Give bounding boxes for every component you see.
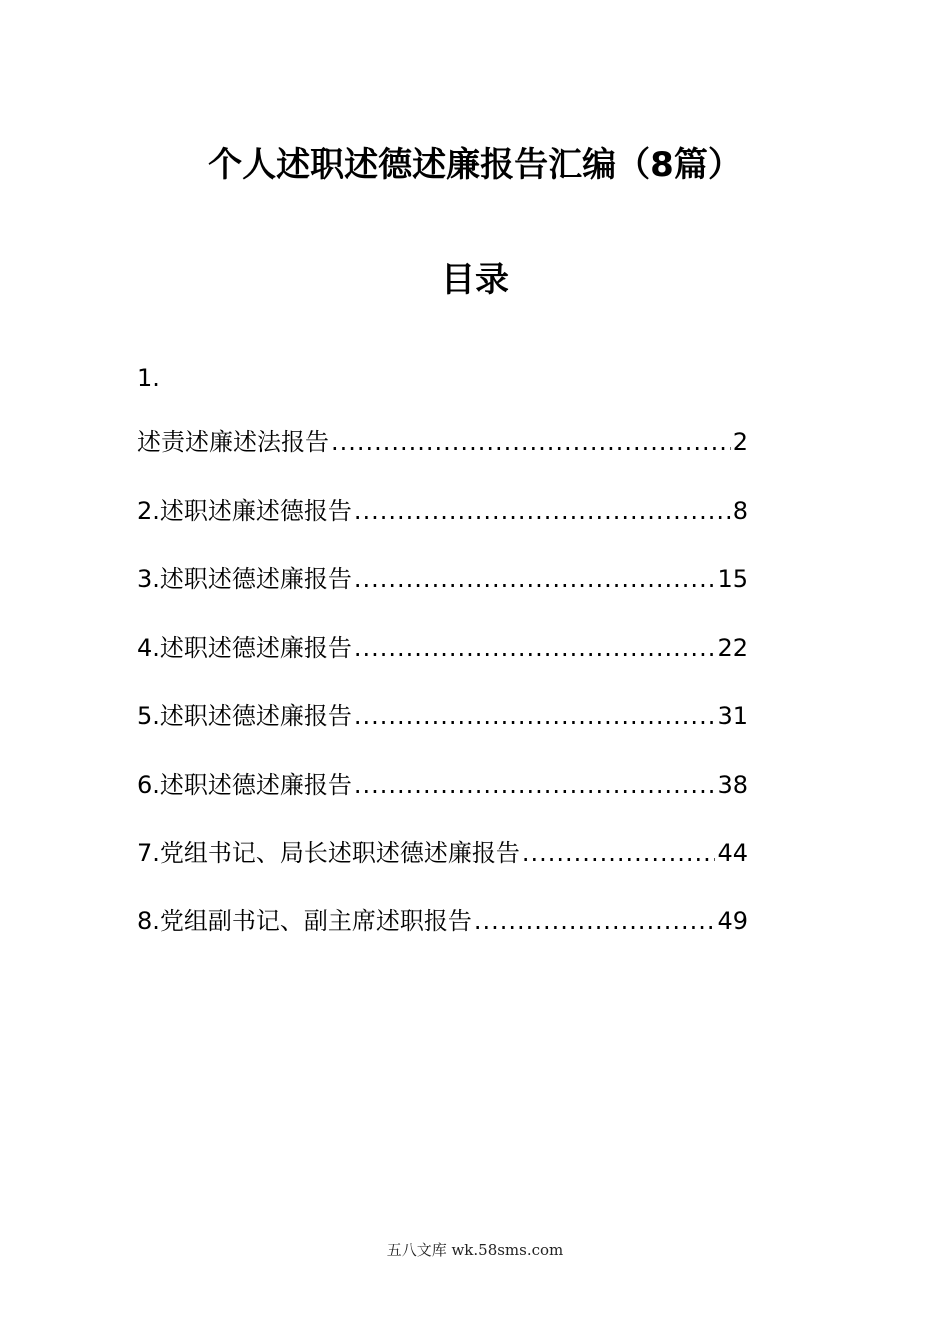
document-title: 个人述职述德述廉报告汇编（8篇） [208, 145, 742, 185]
toc-leader-dots [354, 698, 716, 734]
toc-entry-page: 2 [732, 428, 748, 456]
toc-leader-dots [354, 630, 716, 666]
toc-entry-text: 5.述职述德述廉报告 [137, 702, 352, 730]
footer-watermark: 五八文库 wk.58sms.com [386, 1241, 564, 1259]
toc-entry-page: 44 [717, 839, 748, 867]
toc-entry-page: 31 [717, 702, 748, 730]
toc-entry-page: 38 [717, 771, 748, 799]
toc-leader-dots [354, 561, 716, 597]
toc-heading: 目录 [441, 260, 509, 300]
toc-entry[interactable] [137, 903, 748, 939]
toc-entry-text: 7.党组书记、局长述职述德述廉报告 [137, 839, 520, 867]
toc-entry-text: 述责述廉述法报告 [137, 428, 329, 456]
toc-entry-text: 8.党组副书记、副主席述职报告 [137, 907, 472, 935]
toc-entry-text: 6.述职述德述廉报告 [137, 771, 352, 799]
toc-entry-page: 22 [717, 634, 748, 662]
toc-leader-dots [474, 903, 716, 939]
toc-entry-text: 2.述职述廉述德报告 [137, 497, 352, 525]
toc-leader-dots [331, 424, 731, 460]
toc-entry-text: 3.述职述德述廉报告 [137, 565, 352, 593]
toc-entry[interactable] [137, 835, 748, 871]
toc-entry[interactable] [137, 767, 748, 803]
toc-entry-text: 4.述职述德述廉报告 [137, 634, 352, 662]
toc-first-prefix: 1. [137, 364, 160, 392]
toc-entry[interactable] [137, 493, 748, 529]
toc-entry[interactable] [137, 561, 748, 597]
toc-entry[interactable] [137, 630, 748, 666]
toc-entry-page: 8 [732, 497, 748, 525]
toc-entry[interactable] [137, 424, 748, 460]
toc-entry-page: 15 [717, 565, 748, 593]
toc-leader-dots [522, 835, 716, 871]
toc-entry-page: 49 [717, 907, 748, 935]
toc-leader-dots [354, 767, 716, 803]
toc-leader-dots [354, 493, 731, 529]
toc-entry[interactable] [137, 698, 748, 734]
